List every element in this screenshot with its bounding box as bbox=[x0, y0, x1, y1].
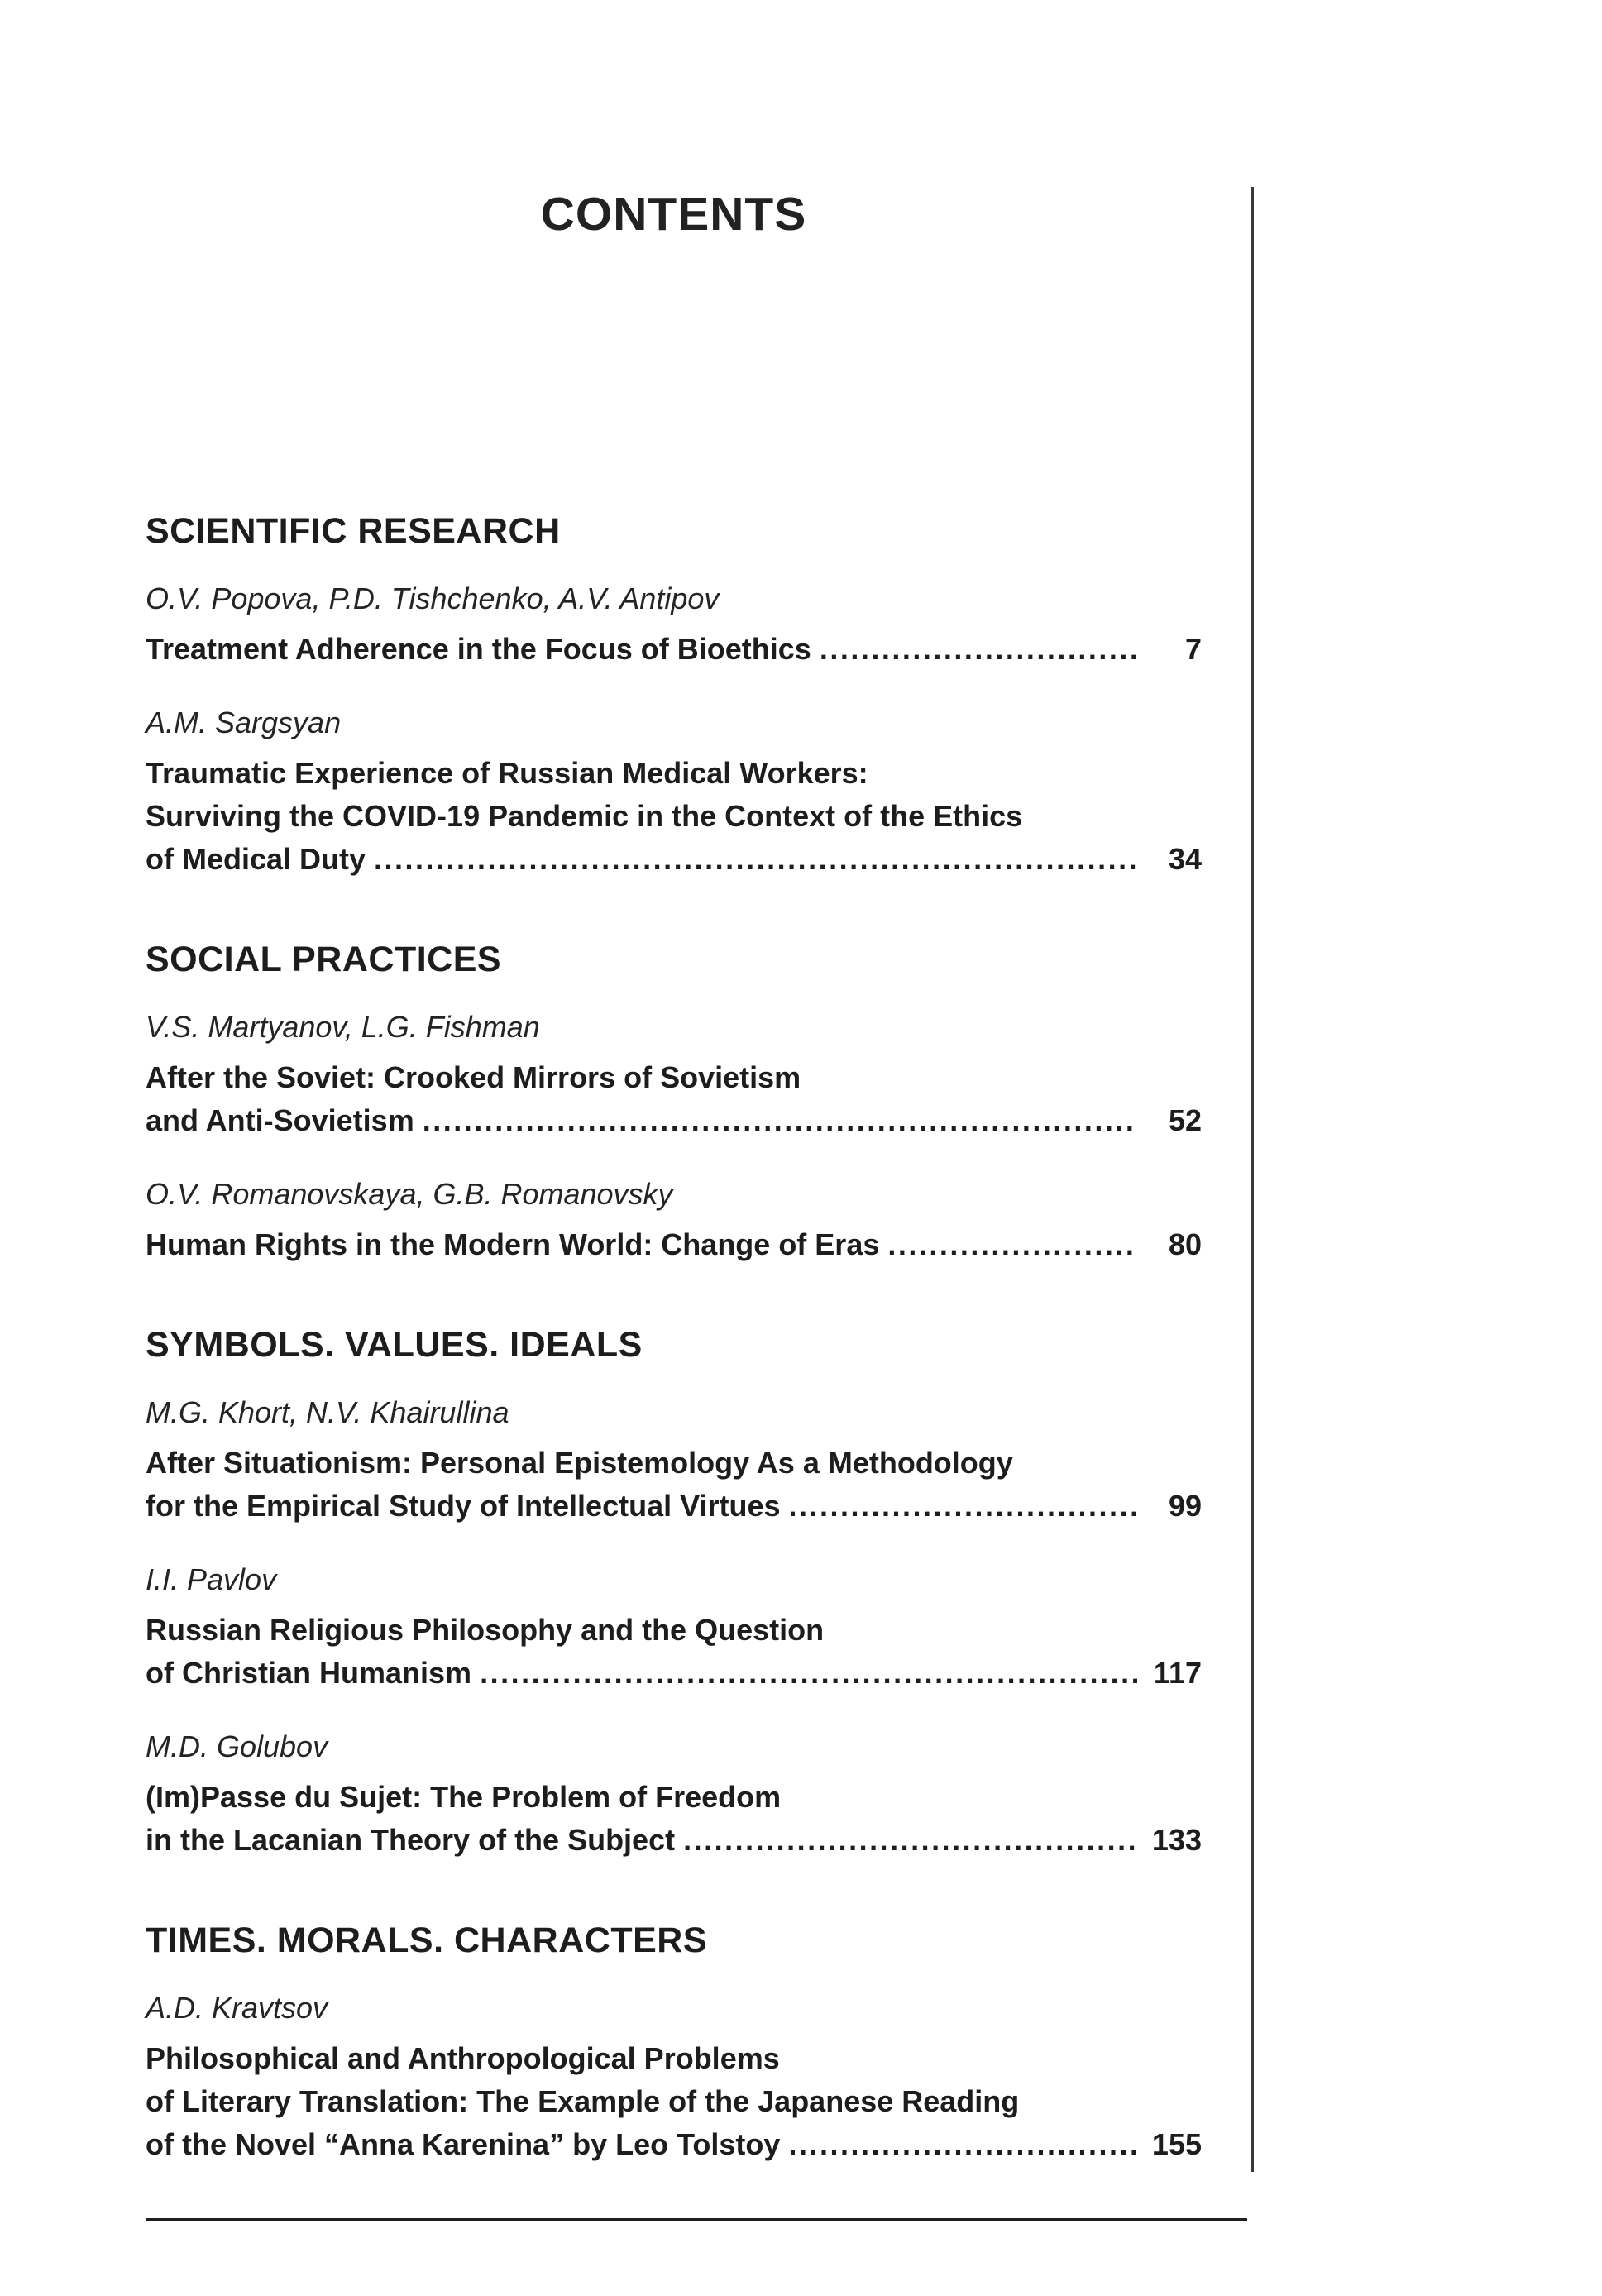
entry-authors: M.G. Khort, N.V. Khairullina bbox=[146, 1395, 509, 1429]
entry-authors: A.M. Sargsyan bbox=[146, 706, 342, 739]
entry-title-text: for the Empirical Study of Intellectual Virtues bbox=[146, 1489, 781, 1523]
entry-title-line: (Im)Passe du Sujet: The Problem of Freedom bbox=[146, 1780, 782, 1814]
entry-title-text: of the Novel “Anna Karenina” by Leo Tolstoy bbox=[146, 2127, 781, 2161]
section-heading: SCIENTIFIC RESEARCH bbox=[146, 511, 561, 551]
entry-authors: O.V. Popova, P.D. Tishchenko, A.V. Antipov bbox=[146, 581, 720, 615]
entry-title-line bbox=[146, 2123, 1202, 2166]
entry-title-line: Traumatic Experience of Russian Medical Workers: bbox=[146, 756, 868, 790]
dot-leader bbox=[683, 1819, 1137, 1862]
dot-leader bbox=[789, 1485, 1138, 1528]
entry-title-line: After Situationism: Personal Epistemology As a Methodology bbox=[146, 1446, 1013, 1480]
entry-page-number: 52 bbox=[1168, 1103, 1202, 1137]
entry-page-number: 34 bbox=[1168, 842, 1202, 876]
entry-title-line bbox=[146, 1223, 1202, 1266]
toc-entry bbox=[146, 1989, 1202, 2166]
entry-title-line bbox=[146, 1652, 1202, 1695]
vertical-rule bbox=[1251, 187, 1254, 2172]
entry-title-line bbox=[146, 838, 1202, 881]
entry-authors: M.D. Golubov bbox=[146, 1729, 328, 1763]
entry-title-line: of Literary Translation: The Example of the Japanese Reading bbox=[146, 2084, 1020, 2118]
entry-page-number: 117 bbox=[1153, 1656, 1202, 1690]
toc-entry bbox=[146, 1008, 1202, 1142]
entry-authors: A.D. Kravtsov bbox=[146, 1991, 328, 2025]
entry-title-text: Human Rights in the Modern World: Change of Eras bbox=[146, 1227, 880, 1261]
dot-leader bbox=[788, 2123, 1137, 2166]
toc-content bbox=[146, 189, 1202, 2199]
entry-authors: O.V. Romanovskaya, G.B. Romanovsky bbox=[146, 1177, 673, 1211]
dot-leader bbox=[374, 838, 1137, 881]
entry-title-text: Treatment Adherence in the Focus of Bioethics bbox=[146, 632, 811, 666]
section-heading: TIMES. MORALS. CHARACTERS bbox=[146, 1921, 707, 1960]
dot-leader bbox=[887, 1223, 1137, 1266]
entry-authors: I.I. Pavlov bbox=[146, 1562, 277, 1596]
toc-entry bbox=[146, 704, 1202, 881]
section-heading: SYMBOLS. VALUES. IDEALS bbox=[146, 1325, 643, 1365]
entry-page-number: 99 bbox=[1168, 1489, 1202, 1523]
entry-title-line bbox=[146, 1485, 1202, 1528]
entry-title-line bbox=[146, 628, 1202, 671]
toc-entry bbox=[146, 1728, 1202, 1862]
section-times-morals-characters bbox=[146, 1895, 1202, 2166]
entry-title-line: Philosophical and Anthropological Problems bbox=[146, 2041, 780, 2075]
section-scientific-research bbox=[146, 510, 1202, 881]
toc-entry bbox=[146, 1561, 1202, 1695]
dot-leader bbox=[480, 1652, 1137, 1695]
entry-page-number: 133 bbox=[1151, 1823, 1202, 1857]
toc-entry bbox=[146, 1175, 1202, 1266]
entry-title-text: and Anti-Sovietism bbox=[146, 1103, 414, 1137]
dot-leader bbox=[820, 628, 1137, 671]
dot-leader bbox=[423, 1099, 1137, 1142]
entry-authors: V.S. Martyanov, L.G. Fishman bbox=[146, 1010, 540, 1044]
entry-page-number: 155 bbox=[1151, 2127, 1202, 2161]
toc-entry bbox=[146, 1394, 1202, 1528]
section-symbols-values-ideals bbox=[146, 1299, 1202, 1862]
entry-page-number: 7 bbox=[1184, 632, 1202, 666]
entry-title-text: of Medical Duty bbox=[146, 842, 366, 876]
entry-title-text: in the Lacanian Theory of the Subject bbox=[146, 1823, 676, 1857]
page-title: CONTENTS bbox=[540, 188, 807, 241]
entry-page-number: 80 bbox=[1168, 1227, 1202, 1261]
entry-title-line: Surviving the COVID-19 Pandemic in the Context of the Ethics bbox=[146, 799, 1023, 833]
entry-title-line: After the Soviet: Crooked Mirrors of Sovietism bbox=[146, 1060, 801, 1094]
entry-title-text: of Christian Humanism bbox=[146, 1656, 472, 1690]
section-heading: SOCIAL PRACTICES bbox=[146, 940, 502, 979]
section-social-practices bbox=[146, 914, 1202, 1266]
bottom-rule bbox=[146, 2218, 1247, 2221]
toc-entry bbox=[146, 580, 1202, 671]
entry-title-line bbox=[146, 1099, 1202, 1142]
entry-title-line: Russian Religious Philosophy and the Question bbox=[146, 1613, 825, 1647]
entry-title-line bbox=[146, 1819, 1202, 1862]
